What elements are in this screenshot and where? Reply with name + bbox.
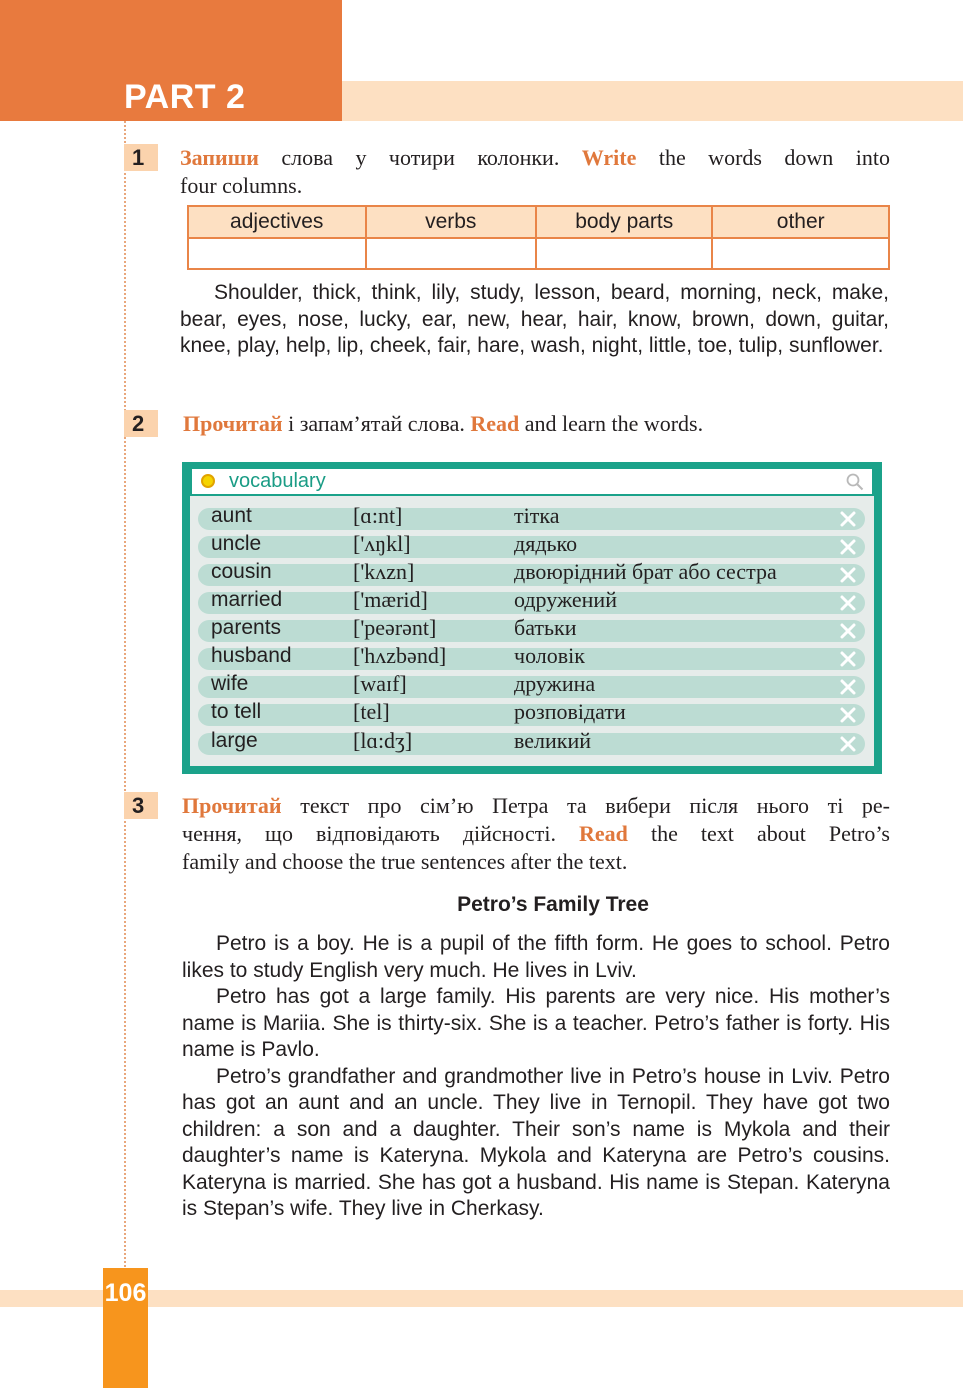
instruction-text-en: the text about Petro’s	[627, 821, 890, 846]
instruction-verb-ua: Прочитай	[183, 411, 283, 436]
vocab-word: uncle	[211, 532, 262, 555]
vocab-transcription: ['hʌzbənd]	[353, 643, 447, 668]
close-icon[interactable]	[837, 676, 859, 698]
close-icon[interactable]	[837, 733, 859, 755]
close-icon[interactable]	[837, 592, 859, 614]
vocab-row	[198, 503, 865, 530]
vocab-translation: батьки	[514, 615, 577, 640]
vocab-row	[198, 615, 865, 642]
vocab-word: parents	[211, 616, 282, 639]
close-icon[interactable]	[837, 536, 859, 558]
instruction-text-ua: текст про сім’ю Петра та вибери після нього ті ре-	[281, 793, 890, 818]
column-header-adjectives: adjectives	[188, 206, 366, 238]
vocab-word: married	[211, 588, 283, 611]
vocab-transcription: [tel]	[353, 699, 390, 724]
instruction-verb-en: Read	[470, 411, 520, 436]
story-paragraph: Petro’s grandfather and grandmother live in Petro’s house in Lviv. Petro has got an aunt and an uncle. They live in Ternopil. They have got two children: a son and a daughter. Their son’s name is Mykola and their daughter’s name is Kateryna. Mykola and Kateryna are Petro’s cousins. Kateryna is married. She has got a husband. His name is Stepan. Kateryna is Stepan’s wife. They live in Cherkasy.	[182, 1064, 890, 1220]
part-title: PART 2	[124, 78, 246, 116]
vocab-transcription: ['mærid]	[353, 587, 428, 612]
close-icon[interactable]	[837, 704, 859, 726]
instruction-text-en-cont: four columns.	[180, 173, 303, 198]
instruction-text-en-cont: family and choose the true sentences after the text.	[182, 849, 628, 874]
columns-table	[187, 205, 890, 270]
close-icon[interactable]	[837, 564, 859, 586]
vocab-translation: дядько	[514, 531, 578, 556]
vocab-word: wife	[211, 672, 249, 695]
column-cell-verbs[interactable]	[366, 238, 536, 269]
column-header-other: other	[712, 206, 889, 238]
vocab-row	[198, 643, 865, 670]
vocab-row	[198, 699, 865, 726]
margin-dotted-line	[124, 121, 126, 1271]
story-text	[182, 931, 890, 1223]
vocab-transcription: [ɑ:nt]	[353, 503, 403, 528]
vocab-word: aunt	[211, 504, 252, 527]
exercise-3-instruction	[182, 792, 890, 876]
instruction-text-en: and learn the words.	[519, 411, 704, 436]
vocab-transcription: ['kʌzn]	[353, 559, 415, 584]
vocab-row	[198, 671, 865, 698]
vocabulary-label: vocabulary	[229, 470, 326, 492]
vocab-row	[198, 728, 865, 755]
exercise-number-3: 3	[124, 792, 158, 819]
vocab-word: husband	[211, 644, 292, 667]
vocab-translation: чоловік	[514, 643, 585, 668]
column-cell-other[interactable]	[712, 238, 889, 269]
instruction-text-ua: слова у чотири колонки.	[258, 145, 582, 170]
column-header-verbs: verbs	[366, 206, 536, 238]
vocab-translation: розповідати	[514, 699, 626, 724]
vocab-row	[198, 531, 865, 558]
vocab-row	[198, 559, 865, 586]
story-paragraph: Petro is a boy. He is a pupil of the fifth form. He goes to school. Petro likes to study English very much. He lives in Lviv.	[182, 932, 890, 982]
bullet-icon	[201, 474, 215, 488]
instruction-verb-en: Read	[579, 821, 628, 846]
column-header-body-parts: body parts	[536, 206, 713, 238]
vocab-transcription: [waɪf]	[353, 671, 407, 696]
vocab-transcription: [lɑ:dʒ]	[353, 728, 413, 753]
vocab-translation: двоюрідний брат або сестра	[514, 559, 777, 584]
header-band	[342, 81, 963, 121]
vocab-word: large	[211, 729, 258, 752]
vocab-translation: великий	[514, 728, 592, 753]
exercise-number-2: 2	[124, 410, 158, 437]
story-title: Petro’s Family Tree	[457, 893, 649, 916]
instruction-text-en: the words down into	[636, 145, 890, 170]
close-icon[interactable]	[837, 648, 859, 670]
vocab-translation: дружина	[514, 671, 596, 696]
exercise-number-1: 1	[124, 144, 158, 171]
search-icon[interactable]	[845, 472, 865, 492]
instruction-text-ua: і запам’ятай слова.	[282, 411, 471, 436]
vocab-translation: тітка	[514, 503, 560, 528]
instruction-verb-ua: Запиши	[180, 145, 259, 170]
instruction-verb-en: Write	[581, 145, 637, 170]
story-paragraph: Petro has got a large family. His parents are very nice. His mother’s name is Mariia. She is thirty-six. She is a teacher. Petro’s father is forty. His name is Pavlo.	[182, 985, 890, 1061]
instruction-text-ua-cont: чення, що відповідають дійсності.	[182, 821, 580, 846]
vocab-transcription: ['ʌŋkl]	[353, 531, 411, 556]
vocab-word: to tell	[211, 700, 262, 723]
close-icon[interactable]	[837, 620, 859, 642]
column-cell-adjectives[interactable]	[188, 238, 366, 269]
column-cell-body-parts[interactable]	[536, 238, 713, 269]
instruction-verb-ua: Прочитай	[182, 793, 282, 818]
exercise-2-instruction	[183, 410, 703, 438]
vocab-row	[198, 587, 865, 614]
page-number: 106	[104, 1279, 147, 1307]
word-list-paragraph: Shoulder, thick, think, lily, study, lesson, beard, morning, neck, make, bear, eyes, nose, lucky, ear, new, hear, hair, know, brown, down, guitar, knee, play, help, lip, cheek, fair, hare, wash, night, little, toe, tulip, sunflower.	[180, 281, 889, 357]
vocab-transcription: ['peərənt]	[353, 615, 437, 640]
vocab-word: cousin	[211, 560, 272, 583]
exercise-1-instruction	[180, 144, 890, 200]
close-icon[interactable]	[837, 508, 859, 530]
vocab-translation: одружений	[514, 587, 617, 612]
